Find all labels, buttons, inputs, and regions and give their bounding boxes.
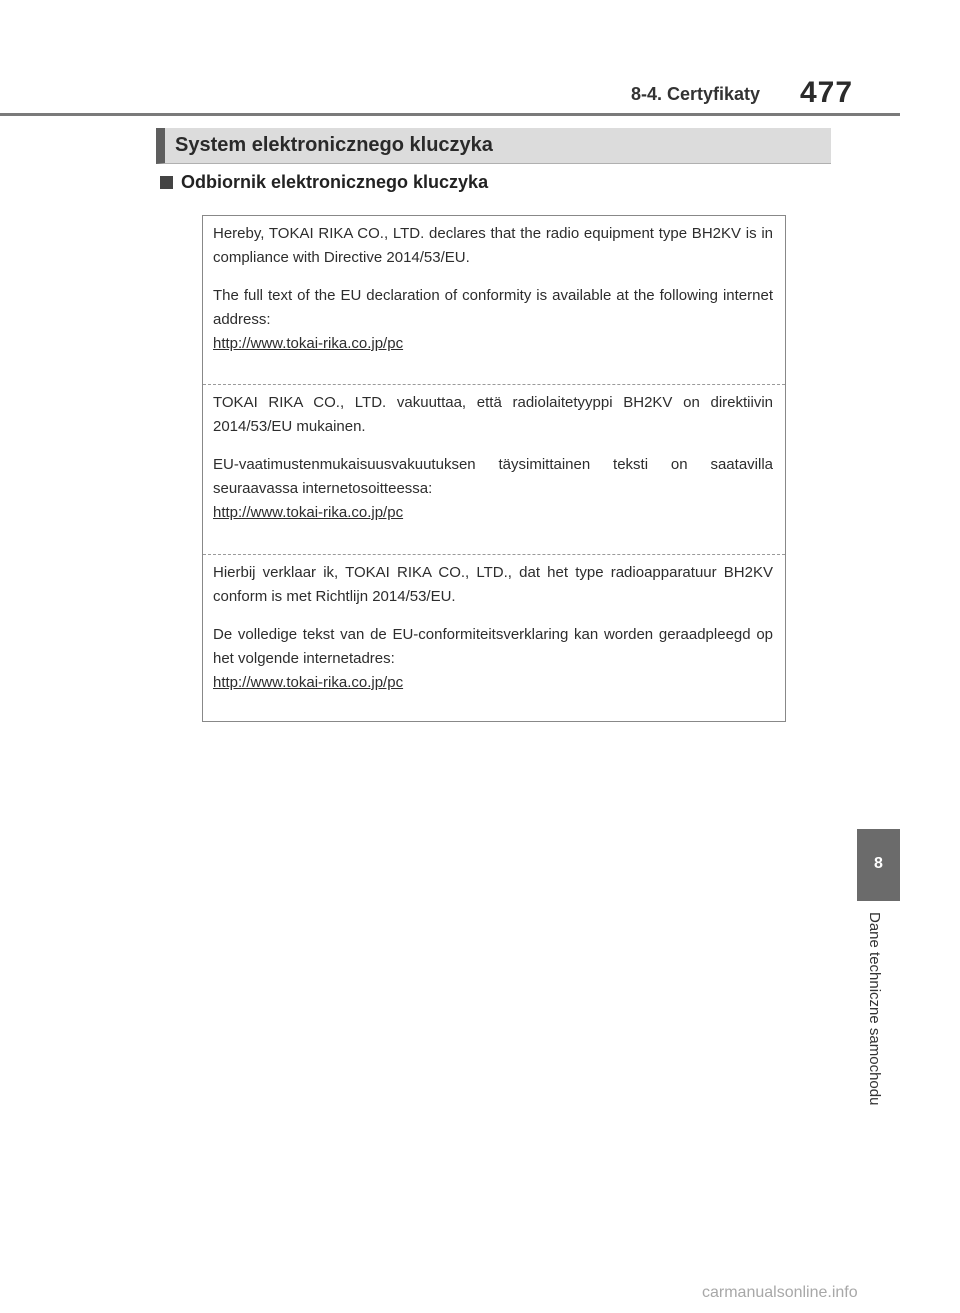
declaration-text: TOKAI RIKA CO., LTD. vakuuttaa, että radiolaitetyyppi BH2KV on direktiivin 2014/53/EU mukainen. [213, 394, 773, 435]
square-bullet-icon [160, 176, 173, 189]
watermark: carmanualsonline.info [702, 1284, 858, 1301]
availability-text: EU-vaatimustenmukaisuusvakuutuksen täysimittainen teksti on saatavilla seuraavassa internetosoitteessa: [213, 456, 773, 497]
certificate-block-dutch [203, 554, 785, 722]
header-divider [0, 113, 900, 116]
declaration-url-link[interactable]: http://www.tokai-rika.co.jp/pc [213, 504, 404, 521]
declaration-text: Hierbij verklaar ik, TOKAI RIKA CO., LTD., dat het type radioapparatuur BH2KV conform is met Richtlijn 2014/53/EU. [213, 564, 773, 605]
declaration-url-link[interactable]: http://www.tokai-rika.co.jp/pc [213, 335, 404, 352]
page-number: 477 [800, 76, 854, 109]
section-title-bar [156, 128, 831, 164]
section-title: System elektronicznego kluczyka [175, 134, 493, 156]
certificate-block-english [203, 216, 785, 384]
page-header [0, 0, 960, 120]
subheading-text: Odbiornik elektronicznego kluczyka [181, 172, 489, 192]
certificate-box [202, 215, 786, 722]
declaration-text: Hereby, TOKAI RIKA CO., LTD. declares that the radio equipment type BH2KV is in compliance with Directive 2014/53/EU. [213, 225, 773, 266]
certificate-block-finnish [203, 384, 785, 554]
availability-text: The full text of the EU declaration of conformity is available at the following internet address: [213, 287, 773, 328]
section-reference: 8-4. Certyfikaty [630, 84, 760, 104]
chapter-number: 8 [874, 855, 883, 872]
chapter-label: Dane techniczne samochodu [866, 912, 883, 1106]
declaration-url-link[interactable]: http://www.tokai-rika.co.jp/pc [213, 674, 404, 691]
subheading [160, 172, 488, 193]
chapter-tab [857, 829, 900, 901]
availability-text: De volledige tekst van de EU-conformiteitsverklaring kan worden geraadpleegd op het volgende internetadres: [213, 626, 773, 667]
